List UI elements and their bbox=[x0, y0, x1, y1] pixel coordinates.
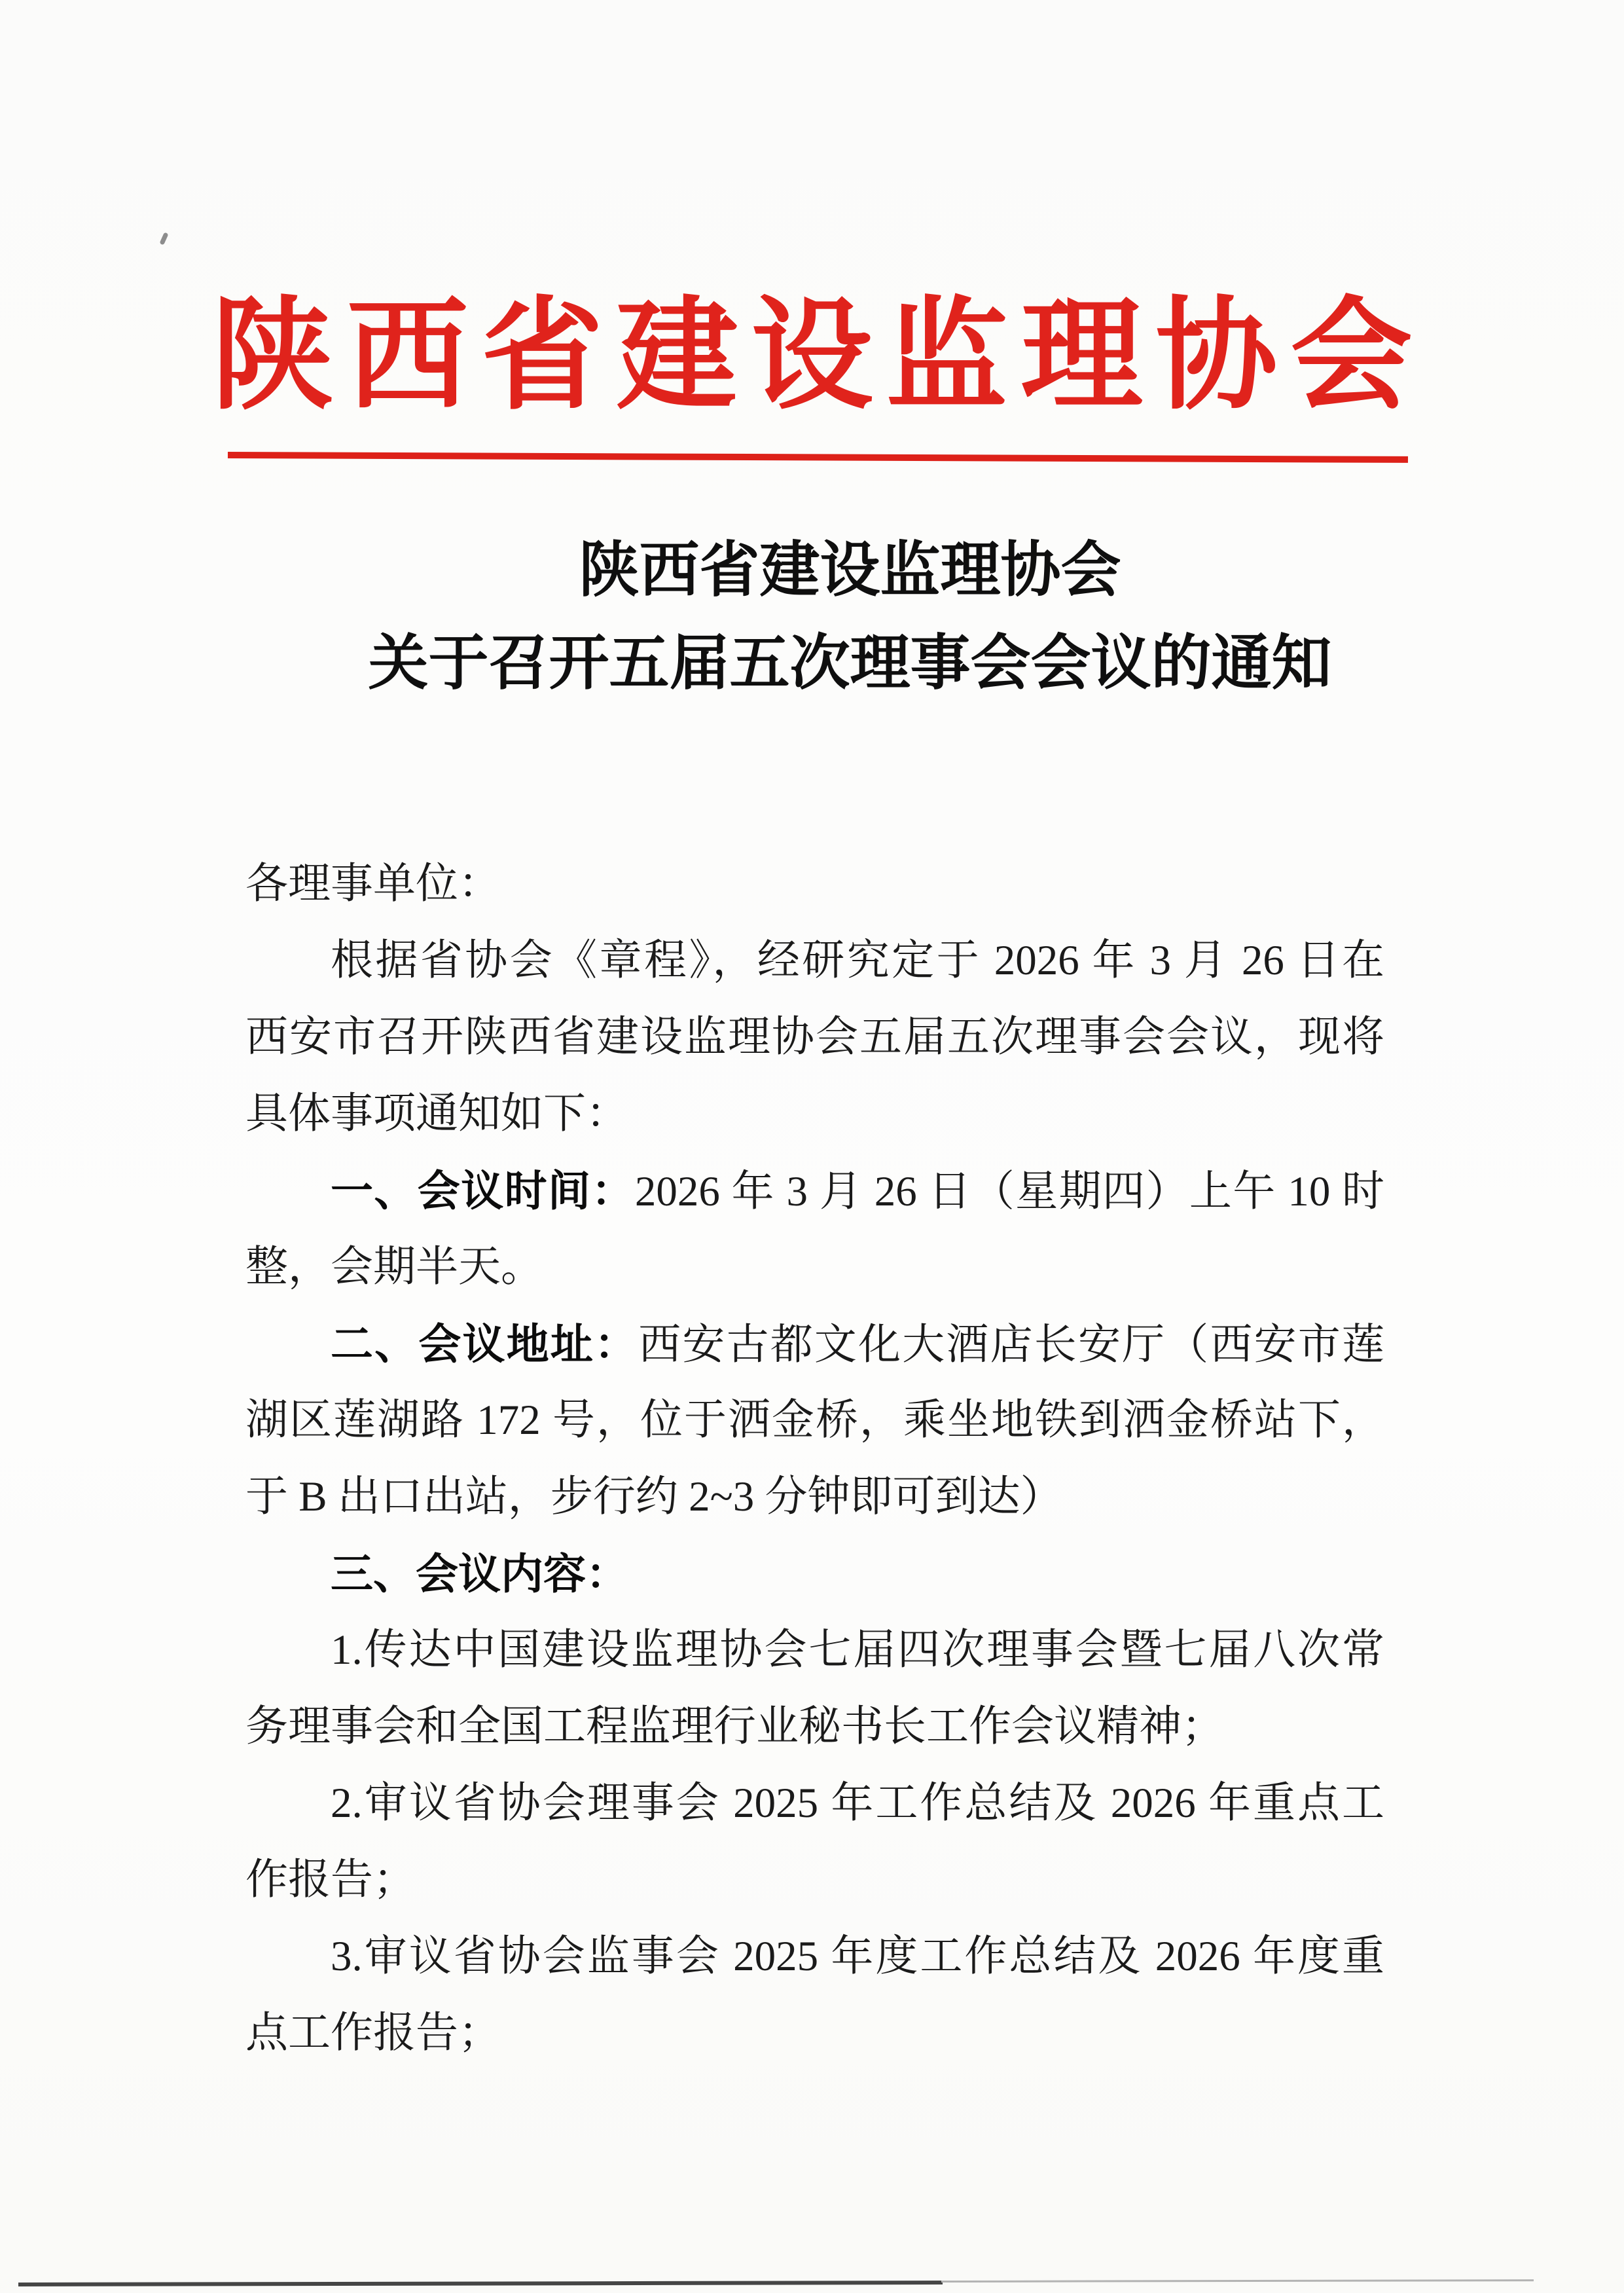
letterhead-title: 陕西省建设监理协会 bbox=[211, 289, 1426, 424]
agenda-item-2-line-2: 作报告； bbox=[245, 1856, 416, 1903]
document-title bbox=[38, 524, 1624, 710]
scan-edge-line bbox=[18, 2281, 943, 2286]
section-2-text: 西安古都文化大酒店长安厅（西安市莲 bbox=[638, 1321, 1384, 1368]
section-1-label: 一、会议时间： bbox=[331, 1167, 635, 1215]
section-2-meeting-address-line-1 bbox=[245, 1306, 1384, 1382]
section-1-meeting-time-line-2: 整，会期半天。 bbox=[245, 1243, 544, 1291]
document-title-line1: 陕西省建设监理协会 bbox=[579, 537, 1121, 604]
section-2-meeting-address-line-3: 于 B 出口出站，步行约 2~3 分钟即可到达） bbox=[245, 1473, 1063, 1520]
agenda-item-2-line-1: 2.审议省协会理事会 2025 年工作总结及 2026 年重点工 bbox=[331, 1780, 1384, 1827]
document-title-line2: 关于召开五届五次理事会会议的通知 bbox=[368, 630, 1332, 697]
paragraph-1-line-3: 具体事项通知如下： bbox=[245, 1090, 629, 1137]
agenda-item-1-line-2: 务理事会和全国工程监理行业秘书长工作会议精神； bbox=[245, 1703, 1225, 1750]
paragraph-1-line-2: 西安市召开陕西省建设监理协会五届五次理事会会议，现将 bbox=[245, 1014, 1384, 1061]
agenda-item-3-line-2: 点工作报告； bbox=[245, 2009, 501, 2057]
scan-edge-line-faint bbox=[941, 2279, 1534, 2283]
paragraph-1-line-1: 根据省协会《章程》，经研究定于 2026 年 3 月 26 日在 bbox=[331, 937, 1384, 984]
document-body bbox=[245, 846, 1384, 2072]
section-2-label: 二、会议地址： bbox=[331, 1320, 639, 1368]
section-3-meeting-content-heading bbox=[245, 1535, 1384, 1612]
section-3-label: 三、会议内容： bbox=[331, 1550, 629, 1598]
salutation: 各理事单位： bbox=[245, 860, 501, 908]
letterhead-divider-rule bbox=[228, 452, 1408, 463]
section-1-text: 2026 年 3 月 26 日（星期四）上午 10 时 bbox=[634, 1168, 1384, 1215]
agenda-item-1-line-1: 1.传达中国建设监理协会七届四次理事会暨七届八次常 bbox=[331, 1626, 1384, 1674]
section-1-meeting-time-line-1 bbox=[245, 1152, 1384, 1229]
scan-speck bbox=[159, 232, 168, 245]
section-2-meeting-address-line-2: 湖区莲湖路 172 号，位于洒金桥，乘坐地铁到洒金桥站下， bbox=[245, 1397, 1384, 1444]
agenda-item-3-line-1: 3.审议省协会监事会 2025 年度工作总结及 2026 年度重 bbox=[331, 1933, 1384, 1980]
